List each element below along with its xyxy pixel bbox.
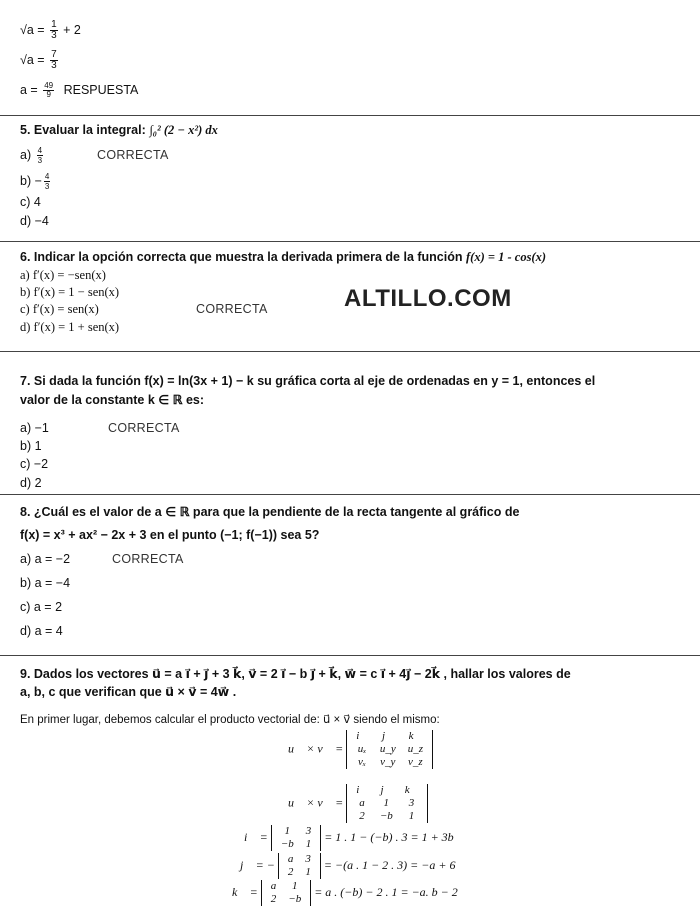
q8-option-b: b) a = −4 [20, 576, 71, 590]
q5-option-a [20, 146, 45, 165]
cross-product-determinant-1 [288, 730, 433, 769]
matrix-cell: 3 [408, 797, 415, 809]
matrix-cell: 3 [305, 853, 311, 865]
matrix-row [350, 730, 429, 743]
q5-option-c: c) 4 [20, 195, 41, 209]
q7-prompt-line-1: 7. Si dada la función f(x) = ln(3x + 1) − k su gráfica corta al eje de ordenadas en y = 1, entonces el [20, 374, 596, 388]
q8-option-a: a) a = −2 [20, 552, 71, 566]
step-lhs: a = [20, 82, 38, 97]
fraction [44, 172, 50, 191]
sign: − [34, 173, 42, 188]
divider [0, 494, 700, 495]
q7-option-a: a) −1 [20, 421, 49, 435]
q6-text: 6. Indicar la opción correcta que muestra la derivada primera de la función [20, 250, 463, 264]
cross-product-determinant-2 [288, 784, 428, 823]
q6-option-b: b) f′(x) = 1 − sen(x) [20, 285, 120, 299]
answer-label: RESPUESTA [63, 82, 139, 97]
matrix-cell: uₓ [357, 743, 367, 755]
fraction [37, 146, 43, 165]
matrix-row [282, 853, 317, 866]
numerator: 4 [37, 146, 43, 155]
matrix-row [350, 756, 429, 769]
q6-formula: f(x) = 1 - cos(x) [466, 250, 547, 264]
q5-correct-mark: CORRECTA [97, 148, 169, 162]
matrix-cell: j⃗ [380, 784, 393, 796]
divider [0, 351, 700, 352]
matrix-cell: 2 [287, 866, 294, 878]
matrix-cell: −b [280, 838, 294, 850]
q5-option-b [20, 172, 52, 191]
matrix-table [275, 825, 317, 851]
matrix-cell: 1 [305, 866, 311, 878]
q9-prompt-line-1: 9. Dados los vectores u⃗ = a i⃗ + j⃗ + 3 k⃗, v⃗ = 2 i⃗ − b j⃗ + k⃗, w⃗ = c i⃗ + 4j⃗ − 2k⃗ , hallar los valores de [20, 667, 571, 681]
matrix-cell: k⃗ [408, 730, 423, 742]
matrix-cell: k⃗ [404, 784, 419, 796]
q8-option-d: d) a = 4 [20, 624, 63, 638]
numerator: 4 [44, 172, 50, 181]
matrix-cell: a [270, 880, 277, 892]
q7-option-b: b) 1 [20, 439, 42, 453]
q8-prompt-line-1: 8. ¿Cuál es el valor de a ∈ ℝ para que la pendiente de la recta tangente al gráfico de [20, 505, 520, 519]
matrix-cell: 1 [284, 825, 290, 837]
matrix-row [350, 810, 424, 823]
denominator: 3 [51, 30, 57, 41]
q7-prompt-line-2: valor de la constante k ∈ ℝ es: [20, 393, 205, 407]
fraction [43, 82, 54, 99]
matrix-cell: 3 [305, 825, 312, 837]
q5-formula: ∫₀² (2 − x²) dx [149, 123, 218, 137]
matrix-table [350, 730, 429, 769]
matrix-cell: a [287, 853, 294, 865]
matrix-row [350, 784, 424, 797]
q8-option-c: c) a = 2 [20, 600, 63, 614]
option-label: a) [20, 147, 32, 162]
q6-option-a: a) f′(x) = −sen(x) [20, 268, 106, 282]
matrix-cell: 1 [408, 810, 415, 822]
watermark-logo: ALTILLO.COM [344, 285, 512, 312]
matrix [346, 730, 433, 769]
q7-correct-mark: CORRECTA [108, 421, 180, 435]
matrix-cell: 1 [291, 880, 298, 892]
matrix [346, 784, 428, 823]
matrix-cell: j⃗ [381, 730, 394, 742]
matrix-cell: u_y [379, 743, 396, 755]
divider [0, 655, 700, 656]
q9-prompt-line-2: a, b, c que verifican que u⃗ × v⃗ = 4w⃗ . [20, 685, 237, 699]
matrix-row [265, 880, 307, 893]
denominator: 3 [37, 156, 43, 165]
matrix [271, 825, 321, 851]
q6-correct-mark: CORRECTA [196, 302, 268, 316]
q5-prompt [20, 123, 218, 138]
matrix-cell: a [359, 797, 365, 809]
numerator: 1 [51, 19, 57, 30]
step-line-1 [20, 20, 81, 41]
q8-prompt-line-2: f(x) = x³ + ax² − 2x + 3 en el punto (−1; f(−1)) sea 5? [20, 528, 320, 542]
matrix-row [275, 838, 317, 851]
cross-lhs: u⃗ × v⃗ = [288, 741, 344, 756]
fraction [50, 50, 58, 71]
q5-text: 5. Evaluar la integral: [20, 123, 146, 137]
component-lhs: j⃗ = − [240, 857, 275, 872]
fraction [50, 20, 58, 41]
component-rhs: = a . (−b) − 2 . 1 = −a. b − 2 [314, 884, 458, 899]
q9-intro: En primer lugar, debemos calcular el producto vectorial de: u⃗ × v⃗ siendo el mismo: [20, 714, 440, 726]
matrix-cell: 1 [305, 838, 312, 850]
q6-option-c: c) f′(x) = sen(x) [20, 302, 99, 316]
denominator: 9 [46, 90, 51, 99]
component-rhs: = −(a . 1 − 2 . 3) = −a + 6 [323, 857, 456, 872]
matrix [261, 880, 311, 906]
matrix-cell: −b [379, 810, 393, 822]
i-component [244, 825, 454, 851]
denominator: 3 [44, 182, 50, 191]
step-line-3 [20, 82, 138, 99]
matrix-cell: i⃗ [356, 784, 368, 796]
cross-lhs: u⃗ × v⃗ = [288, 795, 344, 810]
q6-prompt [20, 250, 546, 265]
q7-option-d: d) 2 [20, 476, 42, 490]
matrix-cell: v_y [380, 756, 396, 768]
component-lhs: k⃗ = [232, 884, 258, 899]
divider [0, 115, 700, 116]
component-lhs: i⃗ = [244, 829, 268, 844]
matrix-cell: −b [288, 893, 302, 905]
matrix [278, 853, 321, 879]
matrix-cell: 2 [270, 893, 277, 905]
denominator: 3 [51, 60, 57, 71]
q7-option-c: c) −2 [20, 457, 49, 471]
matrix-row [350, 743, 429, 756]
q5-option-d: d) −4 [20, 214, 49, 228]
matrix-cell: vₓ [358, 756, 367, 768]
matrix-cell: 2 [359, 810, 365, 822]
step-lhs: √a = [20, 22, 45, 37]
matrix-cell: u_z [407, 743, 423, 755]
step-tail: + 2 [63, 22, 81, 37]
matrix-table [282, 853, 317, 879]
step-line-2 [20, 50, 60, 71]
divider [0, 241, 700, 242]
matrix-row [350, 797, 424, 810]
matrix-row [282, 866, 317, 879]
k-component [232, 880, 458, 906]
numerator: 7 [51, 49, 57, 60]
matrix-table [265, 880, 307, 906]
matrix-cell: 1 [383, 797, 390, 809]
matrix-table [350, 784, 424, 823]
option-label: b) [20, 173, 32, 188]
j-component [240, 853, 455, 879]
step-lhs: √a = [20, 52, 45, 67]
matrix-row [265, 893, 307, 906]
q8-correct-mark: CORRECTA [112, 552, 184, 566]
matrix-cell: v_z [408, 756, 423, 768]
numerator: 49 [44, 81, 54, 90]
q6-option-d: d) f′(x) = 1 + sen(x) [20, 320, 120, 334]
matrix-cell: i⃗ [356, 730, 368, 742]
component-rhs: = 1 . 1 − (−b) . 3 = 1 + 3b [324, 829, 454, 844]
matrix-row [275, 825, 317, 838]
